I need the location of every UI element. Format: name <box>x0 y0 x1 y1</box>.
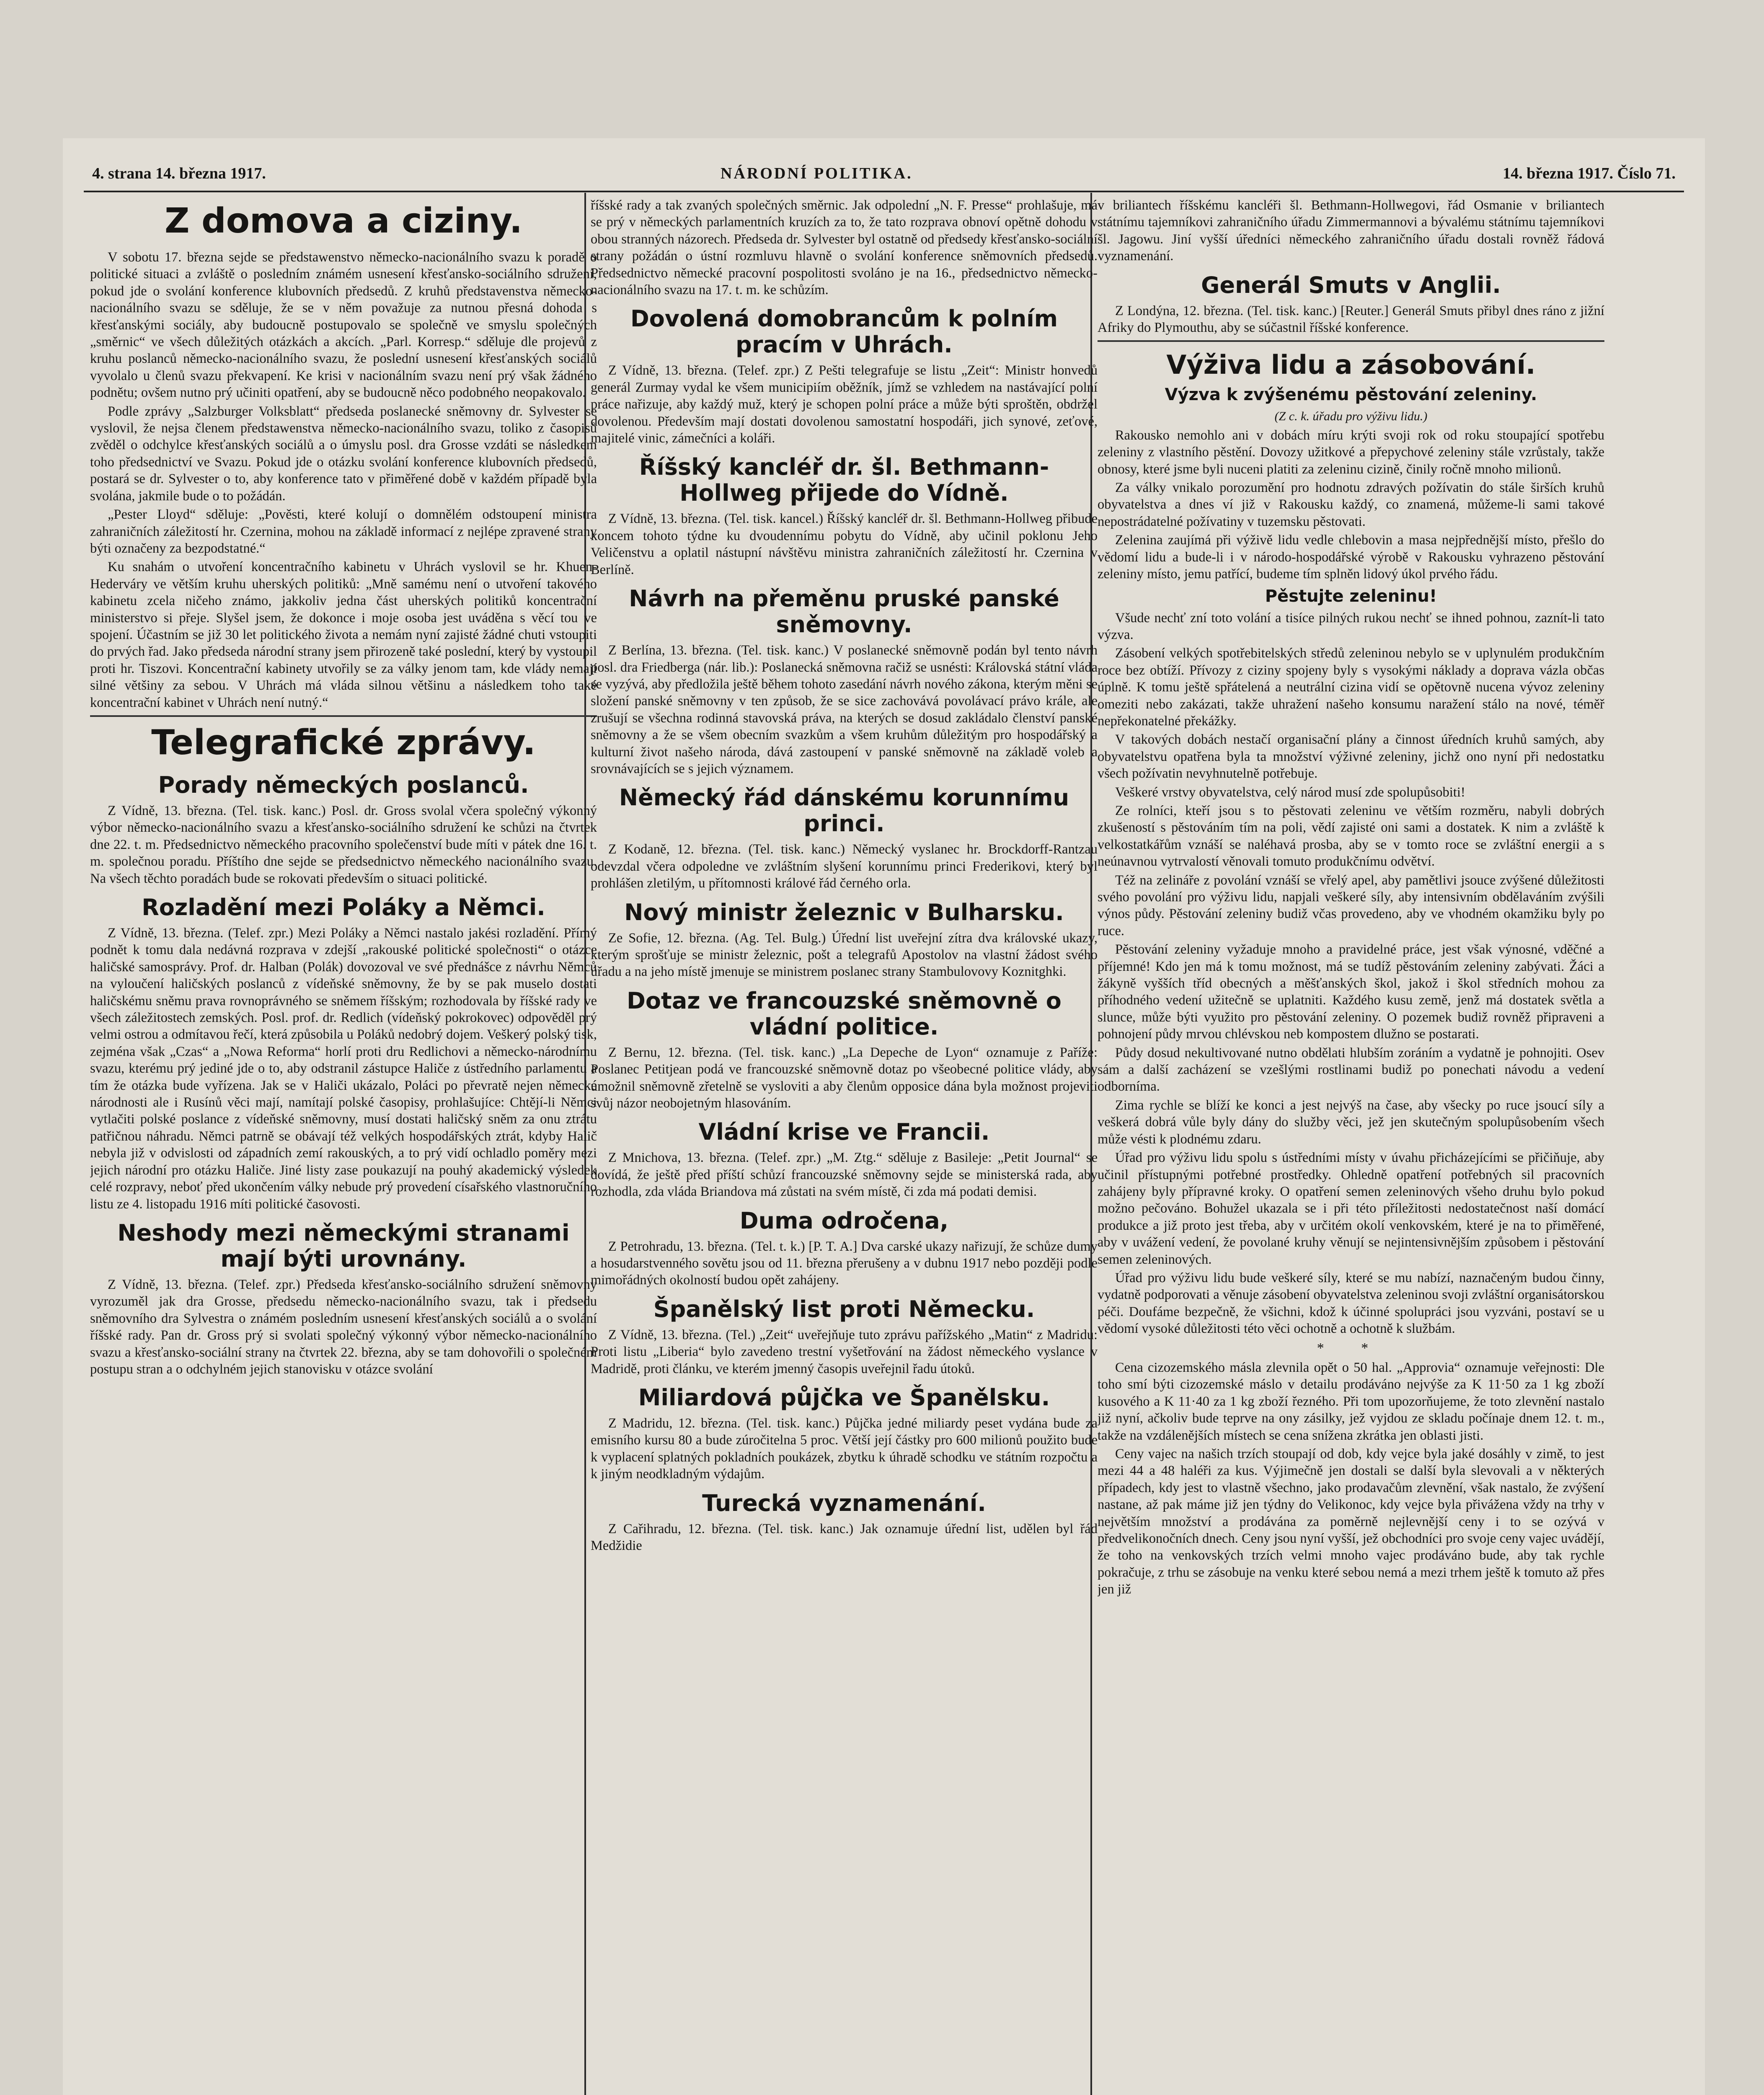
column-2 <box>591 197 1098 2095</box>
article-paragraph: Půdy dosud nekultivované nutno obdělati hlubším zoráním a vydatně je pohnojiti. Osev sám a další zacházení se vzešlými rostlinami budiž po ponechati návodu a vedení odborníma. <box>1098 1045 1604 1094</box>
article-paragraph: Z Londýna, 12. března. (Tel. tisk. kanc.) [Reuter.] Generál Smuts přibyl dnes ráno z jižní Afriky do Plymouthu, aby se súčastnil říšské konference. <box>1098 303 1604 336</box>
section-divider <box>1098 340 1604 342</box>
article-paragraph: Z Petrohradu, 13. března. (Tel. t. k.) [P. T. A.] Dva carské ukazy nařizují, že schůze dumy a hosudarstvenného sovětu jsou od 11. března přerušeny a v dubnu 1917 nebo později podle mimořádných okolností budou opět zahájeny. <box>591 1239 1098 1288</box>
page-header <box>84 164 1684 189</box>
article-paragraph: Zásobení velkých spotřebitelských středů zeleninou nebylo se v uplynulém produkčním roce bez obtíží. Přívozy z ciziny spojeny byly s vysokými náklady a doprava vázla občas úplně. K tomu ještě spřátelená a neutrální cizina vidí se opětovně nucena vývoz zeleniny omeziti nebo zakázati, takže uhražení našeho konsumu naražení stálo na nové, téměř nepřekonatelné překážky. <box>1098 646 1604 729</box>
article-paragraph: Z Vídně, 13. března. (Tel. tisk. kanc.) Posl. dr. Gross svolal včera společný výkonný výbor německo-nacionálního svazu a křesťansko-sociálního sdružení ke schůzi na čtvrtek dne 22. t. m. Předsednictvo německého pracovního společenství bude míti v pátek dne 16. t. m. společnou poradu. Příštího dne sejde se předsednictvo německého nacionálního svazu. Na všech těchto poradách bude se rokovati především o situaci politické. <box>90 803 597 886</box>
article-paragraph: V takových dobách nestačí organisační plány a činnost úředních kruhů samých, aby obyvatelstvu opatřena byla ta množství výživné zeleniny, jichž ono nyní při nedostatku všech požívatin nevyhnutelně potřebuje. <box>1098 732 1604 781</box>
article-headline: Návrh na přeměnu pruské panské sněmovny. <box>629 585 1059 638</box>
article-paragraph: v briliantech říšskému kancléři šl. Bethmann-Hollwegovi, řád Osmanie v briliantech státnímu tajemníkovi zahraničního úřadu Zimmermannovi a bývalému státnímu tajemníkovi šl. Jagowu. Jiní vyšší úředníci německého zahraničního úřadu dostali rovněž řádová vyznamenání. <box>1098 198 1604 264</box>
article-source: (Z c. k. úřadu pro výživu lidu.) <box>1274 409 1428 424</box>
article-paragraph: Ceny vajec na našich trzích stoupají od dob, kdy vejce byla jaké dosáhly v zimě, to jest mezi 44 a 48 haléři za kus. Výjimečně jen dostali se další byla slevovali a v některých případech, kdy jest to vlastně všechno, jako prodavačům zlevnění, však nastalo, že zvýšení nastane, až pak máme již jen týdny do Velikonoc, kdy vejce byla přivážena vždy na trhy v největším množství a prodávána za poměrně nejlevnější ceny i to se ozývá v předvelikonočních dnech. Ceny jsou nyní vyšší, jež obchodníci pro svoje ceny vajec uvádějí, že toho na venkovských trzích velmi mnoho vajec prodáváno bude, aby tak rychle pokračuje, z trhu se zásobuje na venku které sebou nemá a mezi trhem ještě k tomuto až přes jen již <box>1098 1446 1604 1597</box>
article-headline: Německý řád dánskému korunnímu princi. <box>619 784 1069 837</box>
article-headline: Neshody mezi německými stranami mají býti urovnány. <box>117 1219 570 1272</box>
article-paragraph: Veškeré vrstvy obyvatelstva, celý národ musí zde spolupůsobiti! <box>1115 784 1465 800</box>
article-headline: Rozladění mezi Poláky a Němci. <box>142 894 545 921</box>
article-headline: Porady německých poslanců. <box>158 771 529 798</box>
article-headline: Duma odročena, <box>739 1207 949 1234</box>
article-paragraph: Úřad pro výživu lidu bude veškeré síly, které se mu nabízí, naznačeným budou činny, vydatně podporovati a věnuje zásobení obyvatelstva zeleninou svoji zvláštní organisátorskou péči. Doufáme bezpečně, že všichni, kdož k účinné spolupráci jsou vyzváni, postaví se u vědomí vysoké důležitosti této věci ochotně a ochotně k službám. <box>1098 1270 1604 1337</box>
header-left: 4. strana 14. března 1917. <box>92 165 266 182</box>
article-paragraph: Z Bernu, 12. března. (Tel. tisk. kanc.) „La Depeche de Lyon“ oznamuje z Paříže: Poslanec Petitjean podá ve francouzské sněmovně dotaz po všeobecné politice vlády, aby umožnil sněmovně zřetelně se vysloviti a aby členům opposice dána byla možnost projeviti svůj názor neobojetným hlasováním. <box>591 1045 1098 1111</box>
article-paragraph: Z Mnichova, 13. března. (Telef. zpr.) „M. Ztg.“ sděluje z Basileje: „Petit Journal“ se dovídá, že ještě před příští schůzí francouzské sněmovny sejde se ministerská rada, aby rozhodla, zda vláda Briandova má zůstati na svém místě, či zda má podati demisi. <box>591 1150 1098 1200</box>
article-paragraph: Úřad pro výživu lidu spolu s ústředními místy v úvahu přicházejícími se přičiňuje, aby učinil přístupnými potřebné prostředky. Ohledně opatření potřebných sil pracovních zahájeny byly přípravné kroky. O opatření semen zeleninových všeho druhu bylo pokud možno pečováno. Bohužel ukazala se i při této příležitosti nedostatečnost naší domácí produkce a již proto jest třeba, aby v určitém okolí venkovském, které je na to přiměřené, aby v uvážení vedení, že povolané kruhy věnují se nejintensivnějším způsobem i pěstování semen zeleninových. <box>1098 1150 1604 1267</box>
article-paragraph: Z Vídně, 13. března. (Tel.) „Zeit“ uveřejňuje tuto zprávu pařížského „Matin“ z Madridu: Proti listu „Liberia“ bylo zavedeno trestní vyšetřování na žádost německého vyslance v Madridě, proti článku, ve kterém jmenný časopis uveřejnil řadu útoků. <box>591 1327 1098 1376</box>
article-paragraph: Rakousko nemohlo ani v dobách míru krýti svoji rok od roku stoupající spotřebu zeleniny z vlastního pěstění. Dovozy užitkové a přepychové zeleniny stále vzrůstaly, takže obnosy, které jsme byli nuceni platiti za zeleninu cizině, činily ročně mnoho milionů. <box>1098 427 1604 477</box>
article-paragraph: Z Vídně, 13. března. (Telef. zpr.) Mezi Poláky a Němci nastalo jakési rozladění. Přímý podnět k tomu dala nedávná rozprava v zdejší „rakouské politické společnosti“ o otázce haličské samosprávy. Prof. dr. Halban (Polák) dovozoval ve své přednášce z návrhu Němců na vyloučení haličských poslanců z vídeňské sněmovny, že by se pak muselo dostati haličskému sněmu prava rovnoprávného se sněmem říšským; rozhodovala by říšské rady ve všech záležitostech zemských. Posl. prof. dr. Redlich (vídeňský pokrokovec) odpověděl prý velmi ostrou a odmítavou řečí, která způsobila u Poláků nedobrý dojem. Veškerý polský tisk, zejména však „Czas“ a „Nowa Reforma“ horlí proti dru Redlichovi a německo-národnímu svazu, kterému prý jediné jde o to, aby odstranil zástupce Haliče z ústředního parlamentu a tím že otázka bude vyřízena. Jak se v Haliči ukázalo, Poláci po převratě nejen německé národnosti ale i Rusínů věci mají, namítají polské časopisy, prohlašujíce: Chtějí-li Němci vytlačiti polské poslance z vídeňské sněmovny, musí dostati haličský sněm za onu ztrátu patřičnou náhradu. Němci patrně se obávají též velkých hospodářských ztrát, kdyby Halič nebyla již v odvislosti od západních zemí rakouských, a to prý vidí ochladlo poměry mezi jejich národní pro otázku Haliče. Jiné listy zase poukazují na pouhý akademický výsledek celé rozpravy, neboť před ukončením války nebude prý provedení císařského vlastnoručního listu ze 4. listopadu 1916 míti politické časovosti. <box>90 926 597 1212</box>
article-headline: Nový ministr železnic v Bulharsku. <box>624 899 1064 926</box>
article-headline: Turecká vyznamenání. <box>702 1490 986 1516</box>
article-paragraph: Ze rolníci, kteří jsou s to pěstovati zeleninu ve větším rozměru, nabyli dobrých zkušeností s pěstováním tím na poli, vědí zajisté oni sami a dostatek. K nim a zvláště k velkostatkářům vznáší se naléhavá prosba, aby se v tomto roce se zvláštní energii a s neúnavnou vytrvalostí věnovali tomuto produkčnímu odvětví. <box>1098 803 1604 869</box>
article-paragraph: Z Vídně, 13. března. (Telef. zpr.) Z Pešti telegrafuje se listu „Zeit“: Ministr honvedů generál Zurmay vydal ke všem municipiím oběžník, jímž se vzhledem na nastávající polní práce nařizuje, aby každý muž, který je schopen polní práce a může býti sproštěn, obdržel dovolenou. Především mají dostati dovolenou samostatní hospodáři, jich synové, zeťové, majitelé vinic, zámečníci a koláři. <box>591 363 1098 446</box>
header-right: 14. března 1917. Číslo 71. <box>1503 165 1676 182</box>
section-title: Telegrafické zprávy. <box>151 722 536 763</box>
article-paragraph: Z Vídně, 13. března. (Telef. zpr.) Předseda křesťansko-sociálního sdružení sněmovny vyrozuměl jak dra Grosse, předsedu německo-nacionálního svazu, tak i předsedu sněmovního dra Sylvestra o známém posledním usnesení křesťanských sociálů a o svolání říšské rady. Pan dr. Gross prý si svolati společný výkonný výbor německo-nacionálního svazu a křesťansko-sociální strany na čtvrtek 22. března, aby se tam dohovořili o společném postupu stran a o odchylném jejich stanovisku v otázce svolání <box>90 1277 597 1377</box>
article-paragraph: „Pester Lloyd“ sděluje: „Pověsti, které kolují o domnělém odstoupení ministra zahraničních záležitostí hr. Czernina, mohou na základě informací z nejlépe zpravené strany býti označeny za bezpodstatné.“ <box>90 507 597 556</box>
article-paragraph: Z Cařihradu, 12. března. (Tel. tisk. kanc.) Jak oznamuje úřední list, udělen byl řád Medžidie <box>591 1521 1098 1554</box>
article-paragraph: Z Madridu, 12. března. (Tel. tisk. kanc.) Půjčka jedné miliardy peset vydána bude za emisního kursu 80 a bude zúročitelna 5 proc. Větší její částky pro 600 milionů použito bude k vyplacení splatných pokladních poukázek, zbytku k úhradě schodku ve státním rozpočtu a k jiným neodkladným výdajům. <box>591 1416 1098 1482</box>
article-paragraph: Z Kodaně, 12. března. (Tel. tisk. kanc.) Německý vyslanec hr. Brockdorff-Rantzau odevzdal včera odpoledne ve zvláštním slyšení korunnímu princi Frederikovi, který byl prohlášen zletilým, u přítomnosti králové řád černého orla. <box>591 842 1098 891</box>
article-paragraph: Z Vídně, 13. března. (Tel. tisk. kancel.) Říšský kancléř dr. šl. Bethmann-Hollweg přibude koncem tohoto týdne ku dvoudennímu pobytu do Vídně, aby učinil poklonu Jeho Veličenstvu a oplatil nástupní návštěvu ministra zahraničních záležitostí hr. Czernina v Berlíně. <box>591 511 1098 577</box>
article-paragraph: Též na zelináře z povolání vznáší se vřelý apel, aby pamětlivi jsouce zvýšené důležitosti svého povolání pro výživu lidu, napjali veškeré síly, aby intensivním obdělaváním zvýšili výnos půdy. Pěstování zeleniny budiž včas provedeno, aby ve vhodném okamžiku byly po ruce. <box>1098 872 1604 939</box>
section-title: Výživa lidu a zásobování. <box>1166 349 1536 380</box>
column-3 <box>1098 197 1604 2095</box>
article-headline: Dovolená domobrancům k polním pracím v Uhrách. <box>630 305 1058 358</box>
column-1 <box>90 197 597 2095</box>
article-paragraph: V sobotu 17. března sejde se předstawenstvo německo-nacionálního svazu k poradě o politické situaci a zvláště o posledním známém usnesení křesťansko-sociálního sdružení, pokud jde o svolání konference klubovních předsedů. Z kruhů představenstva německo-nacionálního svazu se sděluje, že se v něm považuje za nutnou přesná dohoda s křesťanskými sociály, aby budoucně postupovalo se společně ve smyslu společných „směrnic“ ve všech důležitých otázkách a akcích. „Parl. Korresp.“ sděluje dle projevů z kruhu poslanců německo-nacionálního svazu, že poslední usnesení křesťanských sociálů vyvolalo u členů svazu překvapení. Ke krisi v nacionálním svazu není prý však žádného podnětu; ovšem nutno prý učiniti opatření, aby se budoucně něco podobného neopakovalo. <box>90 250 597 401</box>
article-paragraph: Za války vnikalo porozumění pro hodnotu zdravých požívatin do stále širších kruhů obyvatelstva a dnes ví již v Rakousku každý, co znamená, můžeme-li sami takové nepostrádatelné požívatiny v tuzemsku pěstovati. <box>1098 480 1604 529</box>
section-title: Z domova a ciziny. <box>164 201 523 241</box>
masthead: NÁRODNÍ POLITIKA. <box>721 165 913 182</box>
article-headline: Říšský kancléř dr. šl. Bethmann-Hollweg přijede do Vídně. <box>639 454 1049 507</box>
separator-stars: * * <box>1317 1340 1385 1356</box>
article-headline: Generál Smuts v Anglii. <box>1201 272 1501 298</box>
article-headline: Výzva k zvýšenému pěstování zeleniny. <box>1165 385 1537 405</box>
article-headline: Španělský list proti Německu. <box>653 1296 1035 1322</box>
article-paragraph: říšské rady a tak zvaných společných směrnic. Jak odpolední „N. F. Presse“ prohlašuje, má se prý v německých parlamentních kruzích za to, že tato rozprava obnoví opětně dohodu v obou stranných názorech. Předseda dr. Sylvester byl ostatně od předsedy křesťansko-sociální strany požádán o ústní rozmluvu hlavně o svolání konference sněmovních předsedů. Předsednictvo německé pracovní pospolitosti svoláno je na 16., předsednictvo německo-nacionálního svazu na 17. t. m. ke schůzím. <box>591 198 1098 298</box>
article-paragraph: Pěstování zeleniny vyžaduje mnoho a pravidelné práce, jest však výnosné, vděčné a příjemné! Kdo jen má k tomu možnost, má se tudíž pěstováním zeleniny zabývati. Žáci a žákyně vyšších tříd obecných a měšťanských škol, jakož i škol středních mohou za příhodného vedení užitečně se uplatniti. Každého kusu země, jenž má dostatek světla a slunce, může býti využito pro pěstování zeleniny. O pozemek budiž rovněž připraveni a pohnojení půdy mrvou chlévskou neb kompostem dlužno se postarati. <box>1098 942 1604 1042</box>
article-headline: Dotaz ve francouzské sněmovně o vládní politice. <box>627 987 1061 1040</box>
article-paragraph: Zelenina zaujímá při výživě lidu vedle chlebovin a masa nejpřednější místo, přešlo do vědomí lidu a bude-li i v národo-hospodářské výrobě v Rakousku vyhrazeno pěstování zeleniny místo, jemu patřící, budeme tím splněn lidový úkol prvého řádu. <box>1098 533 1604 582</box>
article-subheadline: Pěstujte zeleninu! <box>1265 586 1437 606</box>
section-divider <box>90 715 597 717</box>
article-paragraph: Zima rychle se blíží ke konci a jest nejvýš na čase, aby všecky po ruce jsoucí síly a veškerá dobrá vůle byly dány do služby věci, jež jen skutečným spolupůsobením všech může vésti k plodnému zdaru. <box>1098 1097 1604 1147</box>
article-paragraph: Podle zprávy „Salzburger Volksblatt“ předseda poslanecké sněmovny dr. Sylvester se vyslovil, že nejsa členem předstawenstva německo-nacionálního svazu, toliko z časopisů zvěděl o odchylce křesťanských sociálů a o úmyslu posl. dra Grosse vzdáti se následkem toho předsednictví ve Svazu. Pokud jde o otázku svolání konference klubovních předsedů, postará se dr. Sylvester o to, aby konference tato v přiměřené době v každém případě byla svolána, jakmile bude o to požádán. <box>90 403 597 504</box>
article-headline: Vládní krise ve Francii. <box>698 1119 990 1146</box>
article-headline: Miliardová půjčka ve Španělsku. <box>638 1384 1050 1411</box>
article-paragraph: Cena cizozemského másla zlevnila opět o 50 hal. „Approvia“ oznamuje veřejnosti: Dle toho smí býti cizozemské máslo v detailu prodáváno nejvýše za K 11·50 za 1 kg zboží kusového a K 11·40 za 1 kg zboží řezného. Při tom upozorňujeme, že toto zlevnění nastalo již nyní, ačkoliv bude teprve na ony zásilky, jež vyjdou ze skladu počínaje dnem 12. t. m., takže na vzdálenějších místech se cena snížena zkrátka jen oblasti jisti. <box>1098 1360 1604 1443</box>
article-paragraph: Všude nechť zní toto volání a tisíce pilných rukou nechť se ihned pohnou, zaznít-li tato výzva. <box>1098 610 1604 642</box>
header-rule <box>84 191 1684 192</box>
article-paragraph: Z Berlína, 13. března. (Tel. tisk. kanc.) V poslanecké sněmovně podán byl tento návrh posl. dra Friedberga (nár. lib.): Poslanecká sněmovna račiž se usnésti: Královská státní vláda se vyzývá, aby předložila ještě během tohoto zasedání návrh nového zákona, kterým měni se složení panské sněmovny v ten způsob, že se sice zachovává povolávací právo krále, ale zrušují se všechna rodinná stavovská práva, na kterých se dosud zakládalo členství panské sněmovny a že se všem obecním svazkům a všem kruhům důležitým pro hospodářský a kulturní život našeho národa, dává zastoupení v panské sněmovně na základě voleb a srovnávajících se s jejich významem. <box>591 643 1098 776</box>
article-paragraph: Ze Sofie, 12. března. (Ag. Tel. Bulg.) Úřední list uveřejní zítra dva královské ukazy, kterým sprošťuje se ministr železnic, pošt a telegrafů Apostolov na vlastní žádost svého úřadu a na jeho místě jmenuje se ministrem poslanec strany Stambulovovy Koznitghki. <box>591 930 1098 980</box>
article-paragraph: Ku snahám o utvoření koncentračního kabinetu v Uhrách vyslovil se hr. Khuen-Hederváry ve větším kruhu uherských politiků: „Mně samému není o utvoření takového kabinetu zcela ničeho známo, jakkoliv jedna část uherských politiků koncentrační ministerstvo si přeje. Slyšel jsem, že dokonce i moje osoba jest uváděna s věcí tou ve spojení. Účastním se již 30 let politického života a nemám nyní zajisté žádné chuti vstoupiti do prvých řad. Jako předseda národní strany jsem přirozeně také poslední, který by vystoupil proti hr. Tiszovi. Koncentrační kabinety utvořily se za války jenom tam, kde vlády nemají silné většiny za sebou. V Uhrách má vláda silnou většinu a následkem toho také koncentrační kabinet v Uhrách není nutný.“ <box>90 559 597 710</box>
